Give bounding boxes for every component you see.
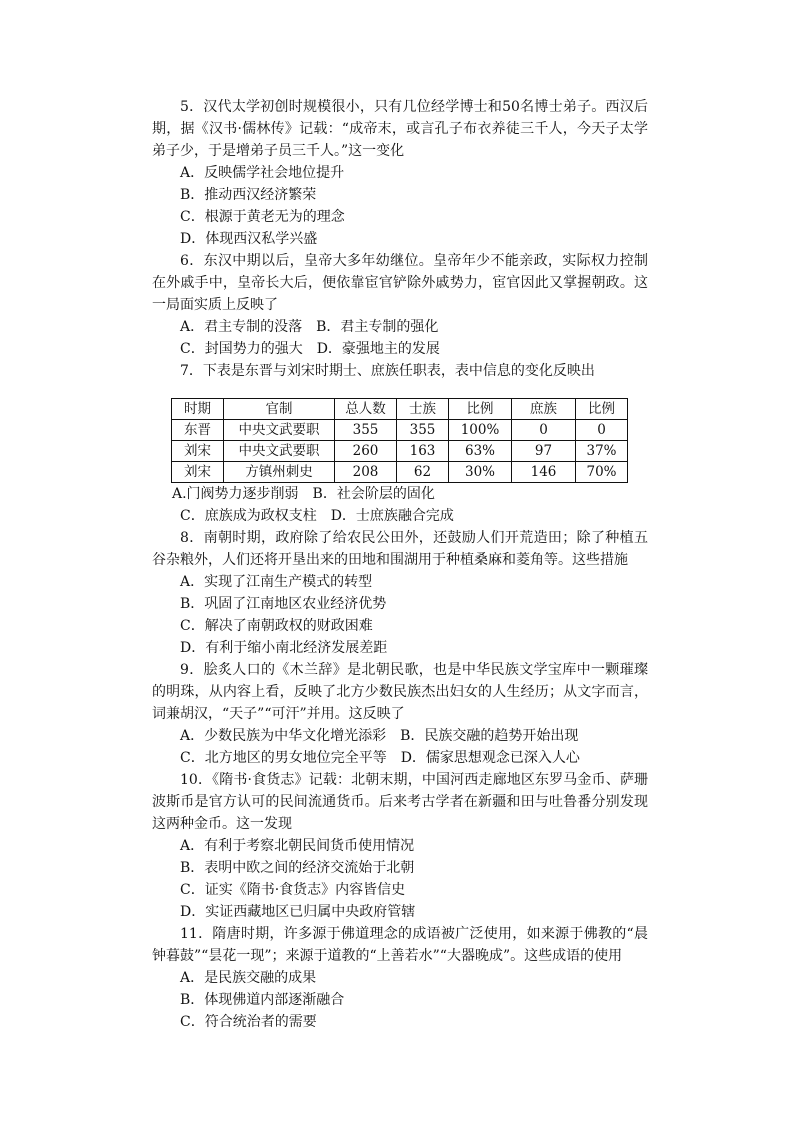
question-stem: 10．《隋书·食货志》记载：北朝末期，中国河西走廊地区东罗马金币、萨珊波斯币是官方认可的民间流通货币。后来考古学者在新疆和田与吐鲁番分别发现这两种金币。这一发现: [152, 772, 648, 832]
option-cd: C．封国势力的强大 D．豪强地主的发展: [180, 341, 440, 357]
option-a: A．是民族交融的成果: [180, 970, 317, 986]
option-b: B．体现佛道内部逐渐融合: [180, 992, 345, 1008]
question-10: [152, 769, 648, 923]
table-cell: 97: [512, 441, 576, 462]
question-stem: 6．东汉中期以后，皇帝大多年幼继位。皇帝年少不能亲政，实际权力控制在外戚手中，皇帝长大后，便依靠宦官铲除外戚势力，宦官因此又掌握朝政。这一局面实质上反映了: [152, 253, 648, 313]
table-cell: 0: [576, 420, 628, 441]
option-c: C．根源于黄老无为的理念: [180, 209, 345, 225]
table-cell: 刘宋: [172, 441, 224, 462]
option-a: A．实现了江南生产模式的转型: [180, 574, 373, 590]
table-cell: 100%: [449, 420, 512, 441]
table-cell: 东晋: [172, 420, 224, 441]
question-stem: 7．下表是东晋与刘宋时期士、庶族任职表，表中信息的变化反映出: [180, 363, 595, 379]
question-stem: 11．隋唐时期，许多源于佛道理念的成语被广泛使用，如来源于佛教的“晨钟暮鼓”“昙花一现”；来源于道教的“上善若水”“大器晚成”。这些成语的使用: [152, 926, 648, 964]
table-cell: 中央文武要职: [224, 420, 335, 441]
table-row: [172, 420, 628, 441]
question-stem: 8．南朝时期，政府除了给农民公田外，还鼓励人们开荒造田；除了种植五谷杂粮外，人们还将开垦出来的田地和围湖用于种植桑麻和菱角等。这些措施: [152, 530, 648, 568]
option-cd: C．庶族成为政权支柱 D．士庶族融合完成: [180, 508, 454, 524]
question-8: [152, 527, 648, 659]
option-b: B．巩固了江南地区农业经济优势: [180, 596, 387, 612]
table-cell: 70%: [576, 462, 628, 483]
table-cell: 30%: [449, 462, 512, 483]
option-cd: C．北方地区的男女地位完全平等 D．儒家思想观念已深入人心: [180, 750, 580, 766]
question-11: [152, 923, 648, 1033]
question-7: [152, 360, 648, 527]
option-a: A．反映儒学社会地位提升: [180, 165, 345, 181]
table-cell: 62: [397, 462, 449, 483]
table-header: 比例: [449, 399, 512, 420]
question-6: [152, 250, 648, 360]
option-b: B．表明中欧之间的经济交流始于北朝: [180, 860, 415, 876]
option-c: C．符合统治者的需要: [180, 1014, 317, 1030]
table-row: [172, 441, 628, 462]
question-9: [152, 659, 648, 769]
option-c: C．解决了南朝政权的财政困难: [180, 618, 373, 634]
option-ab: A.门阀势力逐步削弱 B．社会阶层的固化: [172, 486, 435, 502]
question-stem: 9．脍炙人口的《木兰辞》是北朝民歌，也是中华民族文学宝库中一颗璀璨的明珠，从内容上看，反映了北方少数民族杰出妇女的人生经历；从文字而言，词兼胡汉，“天子”“可汗”并用。这反映了: [152, 662, 648, 722]
table-header: 总人数: [335, 399, 397, 420]
table-header: 庶族: [512, 399, 576, 420]
table-header: 官制: [224, 399, 335, 420]
question-stem: 5．汉代太学初创时规模很小，只有几位经学博士和50名博士弟子。西汉后期，据《汉书·儒林传》记载：“成帝末，或言孔子布衣养徒三千人，今天子太学弟子少，于是增弟子员三千人。”这一变化: [152, 99, 648, 159]
table-header: 士族: [397, 399, 449, 420]
official-appointment-table: [171, 398, 628, 483]
table-cell: 146: [512, 462, 576, 483]
table-cell: 355: [335, 420, 397, 441]
option-ab: A．君主专制的没落 B．君主专制的强化: [180, 319, 439, 335]
option-a: A．有利于考察北朝民间货币使用情况: [180, 838, 415, 854]
question-5: [152, 96, 648, 250]
option-ab: A．少数民族为中华文化增光添彩 B．民族交融的趋势开始出现: [180, 728, 579, 744]
table-cell: 63%: [449, 441, 512, 462]
option-d: D．体现西汉私学兴盛: [180, 231, 318, 247]
table-header: 比例: [576, 399, 628, 420]
table-cell: 260: [335, 441, 397, 462]
option-c: C．证实《隋书·食货志》内容皆信史: [180, 882, 406, 898]
table-cell: 355: [397, 420, 449, 441]
table-cell: 37%: [576, 441, 628, 462]
table-header-row: [172, 399, 628, 420]
exam-page: [152, 96, 648, 1033]
table-cell: 163: [397, 441, 449, 462]
option-d: D．实证西藏地区已归属中央政府管辖: [180, 904, 416, 920]
option-b: B．推动西汉经济繁荣: [180, 187, 317, 203]
table-cell: 刘宋: [172, 462, 224, 483]
table-cell: 中央文武要职: [224, 441, 335, 462]
option-d: D．有利于缩小南北经济发展差距: [180, 640, 388, 656]
table-cell: 方镇州刺史: [224, 462, 335, 483]
table-row: [172, 462, 628, 483]
table-header: 时期: [172, 399, 224, 420]
table-cell: 208: [335, 462, 397, 483]
table-cell: 0: [512, 420, 576, 441]
